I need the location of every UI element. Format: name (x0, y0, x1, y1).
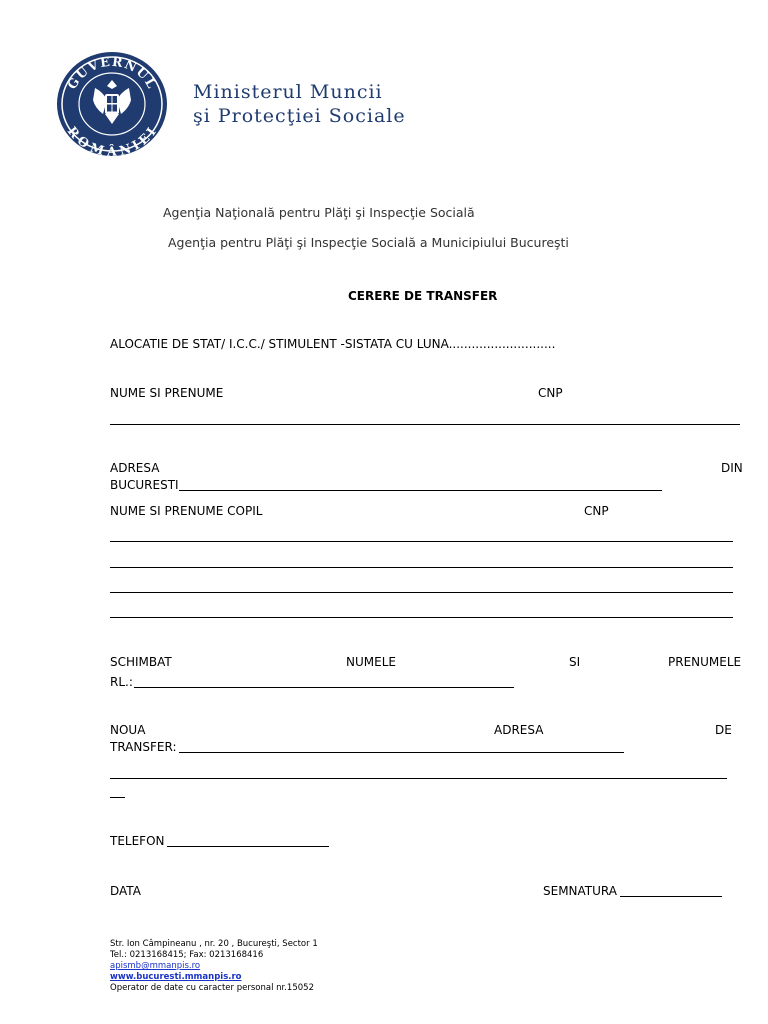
footer-phone-fax: Tel.: 0213168415; Fax: 0213168416 (110, 950, 264, 960)
change-word-1: SCHIMBAT (110, 655, 172, 669)
address-fill-line[interactable] (179, 490, 662, 491)
change-word-2: NUMELE (346, 655, 396, 669)
change-word-3: SI (569, 655, 581, 669)
footer-operator-note: Operator de date cu caracter personal nr.15052 (110, 983, 314, 993)
new-address-fill-line-1[interactable] (179, 752, 624, 753)
child-fill-line-3[interactable] (110, 592, 733, 593)
document-title: CERERE DE TRANSFER (348, 289, 498, 303)
date-label: DATA (110, 884, 141, 898)
address-label: ADRESA (110, 461, 160, 475)
child-fill-line-2[interactable] (110, 567, 733, 568)
seal-top-text: GUVERNUL (63, 53, 161, 92)
change-word-4: PRENUMELE (668, 655, 742, 669)
address-city: BUCURESTI (110, 478, 179, 492)
new-address-word-2: ADRESA (494, 723, 544, 737)
name-fill-line[interactable] (110, 424, 740, 425)
child-fill-line-1[interactable] (110, 541, 733, 542)
seal-bottom-text: ROMÂNIEI (64, 123, 160, 158)
signature-fill-line[interactable] (620, 896, 722, 897)
cnp-label: CNP (538, 386, 563, 400)
ministry-name (193, 80, 406, 128)
new-address-fill-line-2[interactable] (110, 778, 727, 779)
address-from-word: DIN (721, 461, 743, 475)
signature-label: SEMNATURA (543, 884, 617, 898)
change-rl-label: RL.: (110, 675, 133, 689)
child-name-label: NUME SI PRENUME COPIL (110, 504, 263, 518)
ministry-line-2: şi Protecţiei Sociale (193, 105, 406, 127)
child-fill-line-4[interactable] (110, 617, 733, 618)
new-address-word-3: DE (715, 723, 732, 737)
new-address-word-1: NOUA (110, 723, 146, 737)
ministry-line-1: Ministerul Muncii (193, 81, 383, 103)
footer-website-link[interactable]: www.bucuresti.mmanpis.ro (110, 972, 242, 982)
phone-fill-line[interactable] (167, 846, 329, 847)
name-label: NUME SI PRENUME (110, 386, 224, 400)
footer-contact (110, 939, 318, 994)
bucharest-agency-name: Agenţia pentru Plăţi şi Inspecţie Socială a Municipiului Bucureşti (168, 235, 569, 250)
new-address-fill-line-3[interactable] (110, 797, 125, 798)
child-cnp-label: CNP (584, 504, 609, 518)
allowance-line: ALOCATIE DE STAT/ I.C.C./ STIMULENT -SISTATA CU LUNA............................ (110, 337, 556, 351)
footer-email-link[interactable]: apismb@mmanpis.ro (110, 961, 201, 971)
new-address-transfer-label: TRANSFER: (110, 740, 177, 754)
footer-address: Str. Ion Câmpineanu , nr. 20 , Bucureşti, Sector 1 (110, 939, 318, 949)
name-change-fill-line[interactable] (134, 687, 514, 688)
government-seal-logo (55, 50, 169, 158)
phone-label: TELEFON (110, 834, 165, 848)
national-agency-name: Agenţia Naţională pentru Plăţi şi Inspecţie Socială (163, 205, 475, 220)
